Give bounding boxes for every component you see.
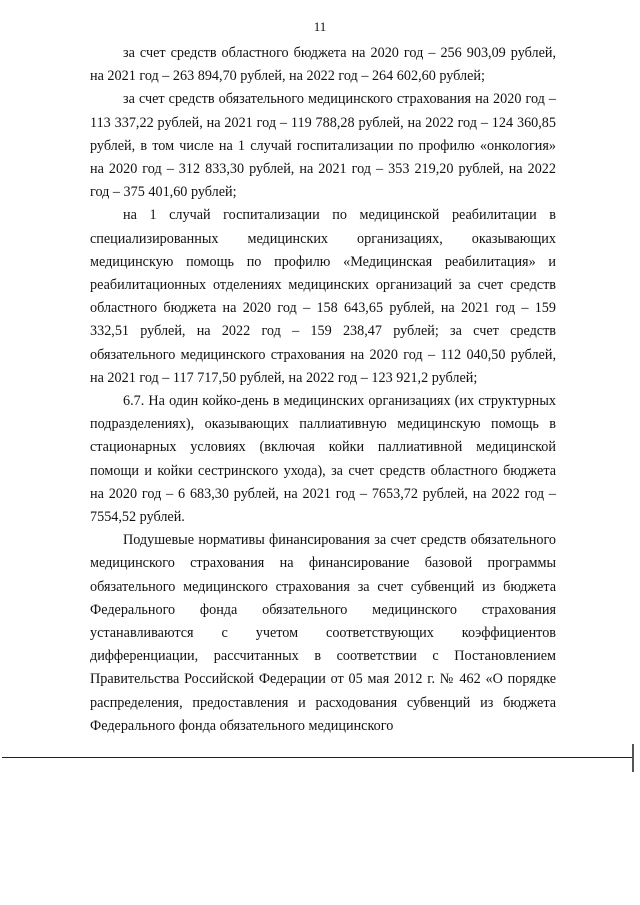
paragraph-compulsory-insurance: за счет средств обязательного медицинского страхования на 2020 год – 113 337,22 рублей, на 2021 год – 119 788,28 рублей, на 2022 год – 124 360,85 рублей, в том числе на 1 случай госпитализации по профилю «онкология» на 2020 год – 312 833,30 рублей, на 2021 год – 353 219,20 рублей, на 2022 год – 375 401,60 рублей;: [90, 91, 556, 201]
paragraph-rehabilitation: на 1 случай госпитализации по медицинской реабилитации в специализированных медицинских организациях, оказывающих медицинскую помощь по профилю «Медицинская реабилитация» и реабилитационных отделениях медицинских организаций за счет средств областного бюджета на 2020 год – 158 643,65 рублей, на 2021 год – 159 332,51 рублей, на 2022 год – 159 238,47 рублей; за счет средств обязательного медицинского страхования на 2020 год – 112 040,50 рублей, на 2021 год – 117 717,50 рублей, на 2022 год – 123 921,2 рублей;: [90, 207, 556, 386]
scan-edge-mark: [632, 744, 634, 772]
page-number: 11: [313, 19, 327, 34]
paragraph-regional-budget: за счет средств областного бюджета на 2020 год – 256 903,09 рублей, на 2021 год – 263 894,70 рублей, на 2022 год – 264 602,60 рублей;: [90, 45, 556, 85]
paragraph-per-capita-norms: Подушевые нормативы финансирования за счет средств обязательного медицинского страхования на финансирование базовой программы обязательного медицинского страхования за счет субвенций из бюджета Федерального фонда обязательного медицинского страхования устанавливаются с учетом соответствующих коэффициентов дифференциации, рассчитанных в соответствии с Постановлением Правительства Российской Федерации от 05 мая 2012 г. № 462 «О порядке распределения, предоставления и расходования субвенций из бюджета Федерального фонда обязательного медицинского: [90, 532, 556, 734]
document-body: [90, 42, 556, 738]
paragraph-palliative-care: 6.7. На один койко-день в медицинских организациях (их структурных подразделениях), оказывающих паллиативную медицинскую помощь в стационарных условиях (включая койки паллиативной медицинской помощи и койки сестринского ухода), за счет средств областного бюджета на 2020 год – 6 683,30 рублей, на 2021 год – 7653,72 рублей, на 2022 год – 7554,52 рублей.: [90, 393, 556, 526]
page-bottom-rule: [2, 757, 632, 758]
